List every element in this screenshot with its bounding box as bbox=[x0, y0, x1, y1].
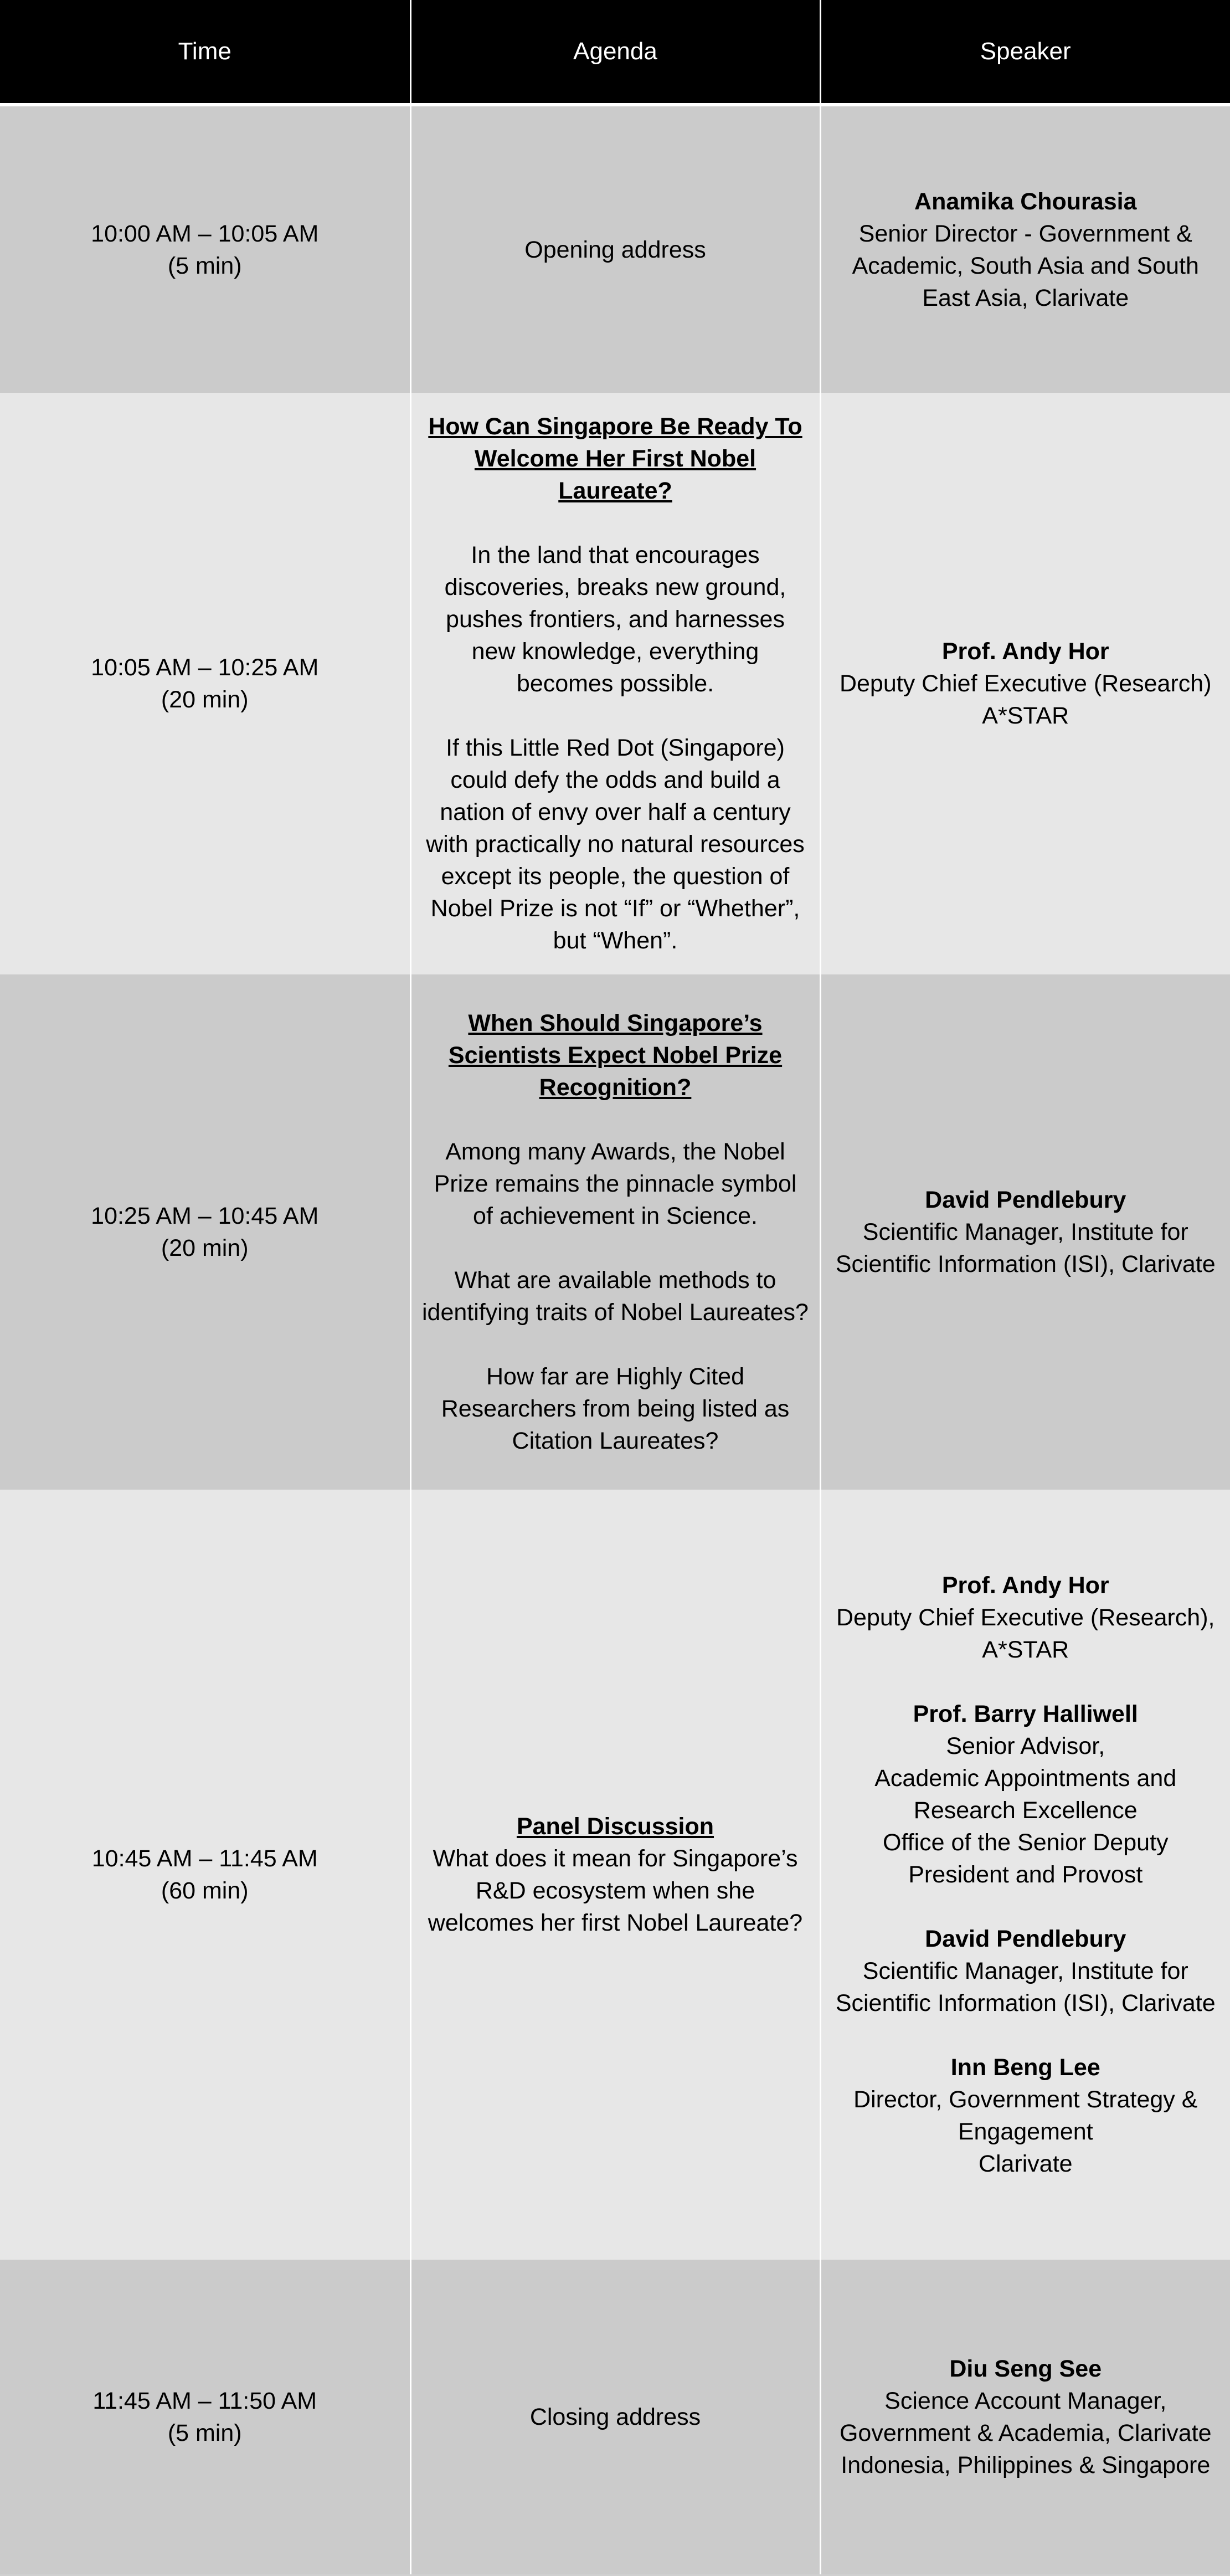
speaker-role: Scientific Manager, Institute for Scientific Information (ISI), Clarivate bbox=[835, 1219, 1216, 1277]
time-range: 11:45 AM – 11:50 AM bbox=[92, 2388, 317, 2414]
header-time: Time bbox=[0, 0, 410, 105]
agenda-paragraph: How far are Highly Cited Researchers from being listed as Citation Laureates? bbox=[441, 1363, 790, 1454]
speaker-role: Senior Advisor, Academic Appointments and Research Excellence Office of the Senior Deputy President and Provost bbox=[874, 1733, 1177, 1888]
duration: (60 min) bbox=[161, 1877, 249, 1904]
agenda-paragraph: Among many Awards, the Nobel Prize remains the pinnacle symbol of achievement in Science. bbox=[434, 1138, 797, 1229]
speaker-name: David Pendlebury bbox=[925, 1187, 1126, 1213]
speaker-role: Scientific Manager, Institute for Scientific Information (ISI), Clarivate bbox=[835, 1958, 1216, 2016]
duration: (20 min) bbox=[161, 686, 249, 713]
speaker-name: Prof. Andy Hor bbox=[941, 1572, 1109, 1599]
duration: (20 min) bbox=[161, 1235, 249, 1261]
agenda-title: When Should Singapore’s Scientists Expect Nobel Prize Recognition? bbox=[448, 1010, 783, 1101]
time-range: 10:45 AM – 11:45 AM bbox=[91, 1845, 318, 1872]
speaker-cell bbox=[820, 393, 1230, 974]
speaker-cell bbox=[820, 2260, 1230, 2574]
time-range: 10:00 AM – 10:05 AM bbox=[91, 220, 319, 247]
speaker-role: Deputy Chief Executive (Research), A*STAR bbox=[836, 1604, 1215, 1663]
agenda-text: What does it mean for Singapore’s R&D ecosystem when she welcomes her first Nobel Laureate? bbox=[428, 1845, 803, 1936]
speaker-name: David Pendlebury bbox=[925, 1926, 1126, 1952]
table-row bbox=[0, 1490, 1230, 2260]
speaker-name: Prof. Andy Hor bbox=[941, 638, 1109, 665]
time-cell bbox=[0, 105, 410, 393]
table-row bbox=[0, 974, 1230, 1490]
speaker-role: Deputy Chief Executive (Research) A*STAR bbox=[839, 670, 1212, 729]
header-agenda: Agenda bbox=[410, 0, 820, 105]
agenda-paragraph: If this Little Red Dot (Singapore) could defy the odds and build a nation of envy over half a century with practically no natural resources except its people, the question of Nobel Prize is not “If” or “Whether”, but “When”. bbox=[426, 735, 805, 954]
agenda-cell bbox=[410, 2260, 820, 2574]
time-cell bbox=[0, 2260, 410, 2574]
agenda-title: How Can Singapore Be Ready To Welcome Her First Nobel Laureate? bbox=[428, 413, 802, 504]
agenda-cell bbox=[410, 1490, 820, 2260]
duration: (5 min) bbox=[167, 252, 242, 279]
time-cell bbox=[0, 974, 410, 1490]
speaker-name: Inn Beng Lee bbox=[950, 2054, 1100, 2081]
table-row bbox=[0, 2260, 1230, 2574]
header-speaker: Speaker bbox=[820, 0, 1230, 105]
header-row bbox=[0, 0, 1230, 105]
duration: (5 min) bbox=[167, 2420, 242, 2446]
time-cell bbox=[0, 393, 410, 974]
speaker-cell bbox=[820, 974, 1230, 1490]
speaker-name: Diu Seng See bbox=[949, 2356, 1102, 2382]
time-range: 10:05 AM – 10:25 AM bbox=[91, 654, 319, 681]
speaker-cell bbox=[820, 105, 1230, 393]
agenda-text: Closing address bbox=[529, 2404, 701, 2430]
agenda-title: Panel Discussion bbox=[516, 1813, 714, 1840]
table-row bbox=[0, 393, 1230, 974]
speaker-role: Director, Government Strategy & Engagement Clarivate bbox=[853, 2086, 1198, 2177]
speaker-role: Science Account Manager, Government & Academia, Clarivate Indonesia, Philippines & Singapore bbox=[839, 2388, 1212, 2478]
table-row bbox=[0, 105, 1230, 393]
agenda-cell bbox=[410, 974, 820, 1490]
speaker-cell bbox=[820, 1490, 1230, 2260]
time-range: 10:25 AM – 10:45 AM bbox=[91, 1203, 319, 1229]
agenda-cell bbox=[410, 393, 820, 974]
agenda-paragraph: What are available methods to identifying traits of Nobel Laureates? bbox=[422, 1267, 809, 1326]
speaker-name: Prof. Barry Halliwell bbox=[913, 1701, 1138, 1727]
speaker-name: Anamika Chourasia bbox=[914, 188, 1137, 215]
agenda-text: Opening address bbox=[524, 236, 706, 263]
speaker-role: Senior Director - Government & Academic, South Asia and South East Asia, Clarivate bbox=[852, 220, 1199, 311]
agenda-cell bbox=[410, 105, 820, 393]
time-cell bbox=[0, 1490, 410, 2260]
agenda-paragraph: In the land that encourages discoveries, breaks new ground, pushes frontiers, and harnesses new knowledge, everything becomes possible. bbox=[444, 542, 786, 697]
